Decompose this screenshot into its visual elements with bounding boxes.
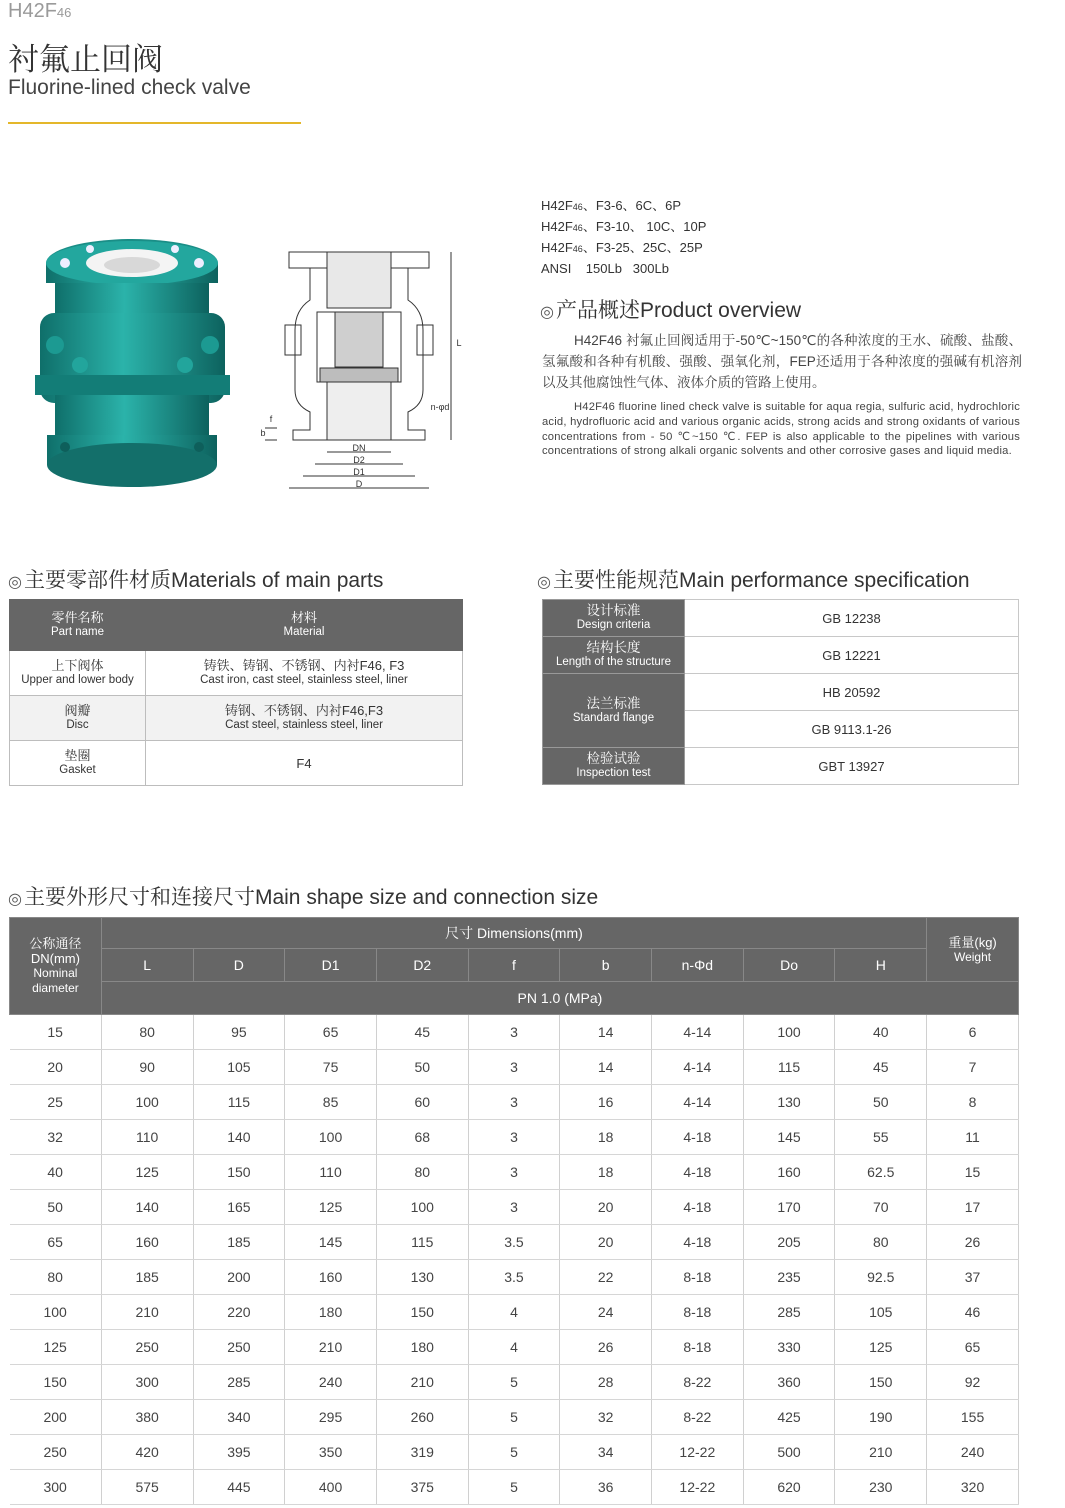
drawing-label-d: D [355, 479, 363, 489]
table-row: 阀瓣 Disc 铸钢、不锈钢、内衬F46,F3 Cast steel, stainless steel, liner [10, 696, 463, 741]
table-row: 检验试验 Inspection test GBT 13927 [543, 748, 1019, 785]
table-cell: 200 [10, 1400, 102, 1435]
table-cell: 8-18 [651, 1330, 743, 1365]
table-cell: 80 [101, 1015, 193, 1050]
table-cell: 8-18 [651, 1295, 743, 1330]
table-row [10, 1085, 1019, 1120]
table-cell: 360 [743, 1365, 835, 1400]
page-title: 衬氟止回阀 [8, 42, 163, 78]
table-cell: 50 [10, 1190, 102, 1225]
table-row: 设计标准 Design criteria GB 12238 [543, 600, 1019, 637]
table-row: 上下阀体 Upper and lower body 铸铁、铸钢、不锈钢、内衬F46, F3 Cast iron, cast steel, stainless steel, liner [10, 651, 463, 696]
table-cell: 115 [743, 1050, 835, 1085]
table-cell: 25 [10, 1085, 102, 1120]
table-cell: 60 [376, 1085, 468, 1120]
table-cell: 110 [285, 1155, 377, 1190]
table-cell: 4-14 [651, 1015, 743, 1050]
table-cell: 5 [468, 1470, 560, 1505]
table-cell: 375 [376, 1470, 468, 1505]
table-cell: 125 [285, 1190, 377, 1225]
table-cell: 7 [927, 1050, 1019, 1085]
table-row [10, 1470, 1019, 1505]
drawing-label-d2: D2 [353, 455, 365, 465]
table-cell: 46 [927, 1295, 1019, 1330]
table-cell: 620 [743, 1470, 835, 1505]
table-cell: 16 [560, 1085, 652, 1120]
table-cell: 150 [376, 1295, 468, 1330]
table-cell: 150 [835, 1365, 927, 1400]
overview-text-cn: H42F46 衬氟止回阀适用于-50℃~150℃的各种浓度的王水、硫酸、盐酸、氢氟酸和各种有机酸、强酸、强氧化剂，FEP还适用于各种浓度的强碱有机溶剂以及其他腐蚀性气体、液体介质的管路上使用。 [542, 333, 1022, 390]
table-cell: 62.5 [835, 1155, 927, 1190]
table-cell: 300 [101, 1365, 193, 1400]
table-cell: 4-14 [651, 1050, 743, 1085]
table-cell: 90 [101, 1050, 193, 1085]
table-cell: 130 [376, 1260, 468, 1295]
table-cell: 125 [835, 1330, 927, 1365]
table-cell: 95 [193, 1015, 285, 1050]
table-header-columns [10, 949, 1019, 982]
table-cell: 3.5 [468, 1260, 560, 1295]
table-cell: 220 [193, 1295, 285, 1330]
table-row [10, 1225, 1019, 1260]
table-cell: 250 [193, 1330, 285, 1365]
header-part-name: 零件名称 Part name [10, 600, 146, 651]
header-weight: 重量(kg) Weight [927, 918, 1019, 982]
performance-table [542, 599, 1019, 785]
table-cell: 425 [743, 1400, 835, 1435]
table-cell: 36 [560, 1470, 652, 1505]
column-header: b [560, 949, 652, 982]
table-cell: 420 [101, 1435, 193, 1470]
ring-icon: ◎ [8, 891, 22, 908]
table-cell: 37 [927, 1260, 1019, 1295]
performance-heading: ◎主要性能规范Main performance specification [537, 569, 970, 592]
table-cell: 100 [101, 1085, 193, 1120]
dimensions-table [9, 917, 1019, 1505]
table-cell: 4-14 [651, 1085, 743, 1120]
ring-icon: ◎ [8, 574, 22, 591]
column-header: D2 [376, 949, 468, 982]
table-cell: 230 [835, 1470, 927, 1505]
table-cell: 3 [468, 1050, 560, 1085]
table-cell: 145 [285, 1225, 377, 1260]
table-cell: 115 [376, 1225, 468, 1260]
model-line: ANSI 150Lb 300Lb [541, 261, 669, 276]
table-cell: 22 [560, 1260, 652, 1295]
table-cell: 6 [927, 1015, 1019, 1050]
table-row [10, 1260, 1019, 1295]
table-cell: 160 [743, 1155, 835, 1190]
table-cell: 65 [927, 1330, 1019, 1365]
table-cell: 140 [101, 1190, 193, 1225]
table-row [10, 1400, 1019, 1435]
table-cell: 210 [835, 1435, 927, 1470]
table-cell: 34 [560, 1435, 652, 1470]
table-cell: 150 [193, 1155, 285, 1190]
table-cell: 105 [193, 1050, 285, 1085]
table-row [10, 1190, 1019, 1225]
table-cell: 105 [835, 1295, 927, 1330]
table-cell: 80 [376, 1155, 468, 1190]
table-row [10, 1295, 1019, 1330]
table-cell: 185 [193, 1225, 285, 1260]
header-dn: 公称通径 DN(mm) Nominal diameter [10, 918, 102, 1015]
materials-heading: ◎主要零部件材质Materials of main parts [8, 569, 384, 592]
table-cell: 80 [835, 1225, 927, 1260]
table-cell: 8-18 [651, 1260, 743, 1295]
table-cell: 14 [560, 1050, 652, 1085]
table-cell: 4-18 [651, 1120, 743, 1155]
table-cell: 190 [835, 1400, 927, 1435]
table-cell: 125 [10, 1330, 102, 1365]
drawing-label-d1: D1 [353, 467, 365, 477]
valve-photo [35, 235, 230, 497]
table-cell: 65 [10, 1225, 102, 1260]
table-cell: 26 [560, 1330, 652, 1365]
table-cell: 320 [927, 1470, 1019, 1505]
table-cell: 28 [560, 1365, 652, 1400]
table-row [10, 1330, 1019, 1365]
table-cell: 92 [927, 1365, 1019, 1400]
table-cell: 32 [560, 1400, 652, 1435]
table-header-pn: PN 1.0 (MPa) [10, 982, 1019, 1015]
overview-heading: ◎产品概述Product overview [540, 299, 802, 322]
overview-text-en: H42F46 fluorine lined check valve is suitable for aqua regia, sulfuric acid, hydrochloric acid, hydrofluoric acid and various organic acids, strong acids and strong oxidants of various concentrations from - 50 ℃~150 ℃. FEP is also applicable to the pipelines with various concentrations of strong alkali organic solvents and other corrosive gases and liquid media. [542, 401, 1020, 458]
table-cell: 50 [376, 1050, 468, 1085]
model-line: H42F46、F3-25、25C、25P [541, 240, 703, 255]
table-cell: 3 [468, 1015, 560, 1050]
table-cell: 250 [10, 1435, 102, 1470]
table-cell: 500 [743, 1435, 835, 1470]
table-cell: 68 [376, 1120, 468, 1155]
table-cell: 3 [468, 1155, 560, 1190]
table-cell: 75 [285, 1050, 377, 1085]
table-row: 垫圈 Gasket F4 [10, 741, 463, 786]
table-cell: 395 [193, 1435, 285, 1470]
table-cell: 8-22 [651, 1400, 743, 1435]
table-cell: 5 [468, 1400, 560, 1435]
table-row [10, 1120, 1019, 1155]
table-cell: 155 [927, 1400, 1019, 1435]
table-cell: 350 [285, 1435, 377, 1470]
table-cell: 5 [468, 1365, 560, 1400]
column-header: L [101, 949, 193, 982]
column-header: Do [743, 949, 835, 982]
table-cell: 55 [835, 1120, 927, 1155]
table-cell: 65 [285, 1015, 377, 1050]
table-cell: 165 [193, 1190, 285, 1225]
table-cell: 40 [10, 1155, 102, 1190]
table-cell: 100 [285, 1120, 377, 1155]
column-header: n-Φd [651, 949, 743, 982]
dimensions-heading: ◎主要外形尺寸和连接尺寸Main shape size and connection size [8, 886, 599, 909]
table-cell: 130 [743, 1085, 835, 1120]
ring-icon: ◎ [540, 304, 554, 321]
table-cell: 210 [101, 1295, 193, 1330]
table-cell: 5 [468, 1435, 560, 1470]
table-row: GB 9113.1-26 [543, 711, 1019, 748]
table-cell: 445 [193, 1470, 285, 1505]
table-cell: 18 [560, 1155, 652, 1190]
table-cell: 92.5 [835, 1260, 927, 1295]
header-material: 材料 Material [146, 600, 463, 651]
table-cell: 200 [193, 1260, 285, 1295]
title-underline [8, 122, 301, 124]
table-cell: 50 [835, 1085, 927, 1120]
table-cell: 18 [560, 1120, 652, 1155]
table-cell: 180 [285, 1295, 377, 1330]
table-cell: 319 [376, 1435, 468, 1470]
table-row [10, 1365, 1019, 1400]
table-cell: 70 [835, 1190, 927, 1225]
table-cell: 4-18 [651, 1190, 743, 1225]
table-cell: 12-22 [651, 1470, 743, 1505]
table-cell: 575 [101, 1470, 193, 1505]
table-cell: 8 [927, 1085, 1019, 1120]
table-cell: 125 [101, 1155, 193, 1190]
drawing-label-f: f [269, 414, 273, 424]
column-header: D [193, 949, 285, 982]
table-cell: 24 [560, 1295, 652, 1330]
table-cell: 100 [376, 1190, 468, 1225]
table-cell: 80 [10, 1260, 102, 1295]
table-cell: 115 [193, 1085, 285, 1120]
table-cell: 180 [376, 1330, 468, 1365]
table-cell: 14 [560, 1015, 652, 1050]
table-cell: 110 [101, 1120, 193, 1155]
table-row: 法兰标准 Standard flange HB 20592 [543, 674, 1019, 711]
table-cell: 235 [743, 1260, 835, 1295]
table-cell: 295 [285, 1400, 377, 1435]
table-row [10, 1050, 1019, 1085]
table-cell: 260 [376, 1400, 468, 1435]
table-cell: 11 [927, 1120, 1019, 1155]
table-cell: 20 [10, 1050, 102, 1085]
table-cell: 4 [468, 1295, 560, 1330]
table-cell: 15 [927, 1155, 1019, 1190]
table-cell: 4-18 [651, 1225, 743, 1260]
table-cell: 3 [468, 1190, 560, 1225]
header-dimensions: 尺寸 Dimensions(mm) [101, 918, 926, 949]
table-cell: 3.5 [468, 1225, 560, 1260]
table-row [10, 1155, 1019, 1190]
table-cell: 8-22 [651, 1365, 743, 1400]
table-cell: 100 [743, 1015, 835, 1050]
table-cell: 4 [468, 1330, 560, 1365]
table-cell: 32 [10, 1120, 102, 1155]
table-cell: 340 [193, 1400, 285, 1435]
table-cell: 45 [835, 1050, 927, 1085]
column-header: H [835, 949, 927, 982]
table-cell: 240 [927, 1435, 1019, 1470]
table-row [10, 1015, 1019, 1050]
table-cell: 285 [743, 1295, 835, 1330]
table-cell: 210 [376, 1365, 468, 1400]
table-cell: 26 [927, 1225, 1019, 1260]
table-cell: 185 [101, 1260, 193, 1295]
valve-section-drawing [255, 240, 475, 498]
table-cell: 240 [285, 1365, 377, 1400]
table-cell: 100 [10, 1295, 102, 1330]
table-cell: 205 [743, 1225, 835, 1260]
drawing-label-l: L [456, 338, 462, 348]
drawing-label-nd: n-φd [430, 402, 450, 412]
model-list [541, 196, 706, 280]
table-row [10, 1435, 1019, 1470]
column-header: f [468, 949, 560, 982]
materials-table [9, 599, 463, 786]
model-line: H42F46、F3-10、 10C、10P [541, 219, 707, 234]
table-cell: 17 [927, 1190, 1019, 1225]
table-cell: 15 [10, 1015, 102, 1050]
table-cell: 250 [101, 1330, 193, 1365]
table-cell: 380 [101, 1400, 193, 1435]
table-cell: 330 [743, 1330, 835, 1365]
column-header: D1 [285, 949, 377, 982]
table-header [10, 600, 463, 651]
table-cell: 20 [560, 1190, 652, 1225]
table-cell: 12-22 [651, 1435, 743, 1470]
table-cell: 150 [10, 1365, 102, 1400]
drawing-label-b: b [260, 428, 266, 438]
ring-icon: ◎ [537, 574, 551, 591]
table-cell: 160 [285, 1260, 377, 1295]
table-cell: 3 [468, 1120, 560, 1155]
table-cell: 285 [193, 1365, 285, 1400]
model-code: H42F46 [8, 0, 72, 22]
drawing-label-dn: DN [352, 443, 366, 453]
table-cell: 170 [743, 1190, 835, 1225]
table-header [10, 918, 1019, 949]
table-cell: 400 [285, 1470, 377, 1505]
table-cell: 140 [193, 1120, 285, 1155]
table-cell: 300 [10, 1470, 102, 1505]
model-line: H42F46、F3-6、6C、6P [541, 198, 682, 213]
table-cell: 45 [376, 1015, 468, 1050]
table-cell: 3 [468, 1085, 560, 1120]
table-row: 结构长度 Length of the structure GB 12221 [543, 637, 1019, 674]
table-cell: 20 [560, 1225, 652, 1260]
table-cell: 160 [101, 1225, 193, 1260]
table-cell: 85 [285, 1085, 377, 1120]
table-cell: 210 [285, 1330, 377, 1365]
table-cell: 40 [835, 1015, 927, 1050]
table-cell: 4-18 [651, 1155, 743, 1190]
page-subtitle: Fluorine-lined check valve [8, 76, 251, 99]
table-cell: 145 [743, 1120, 835, 1155]
